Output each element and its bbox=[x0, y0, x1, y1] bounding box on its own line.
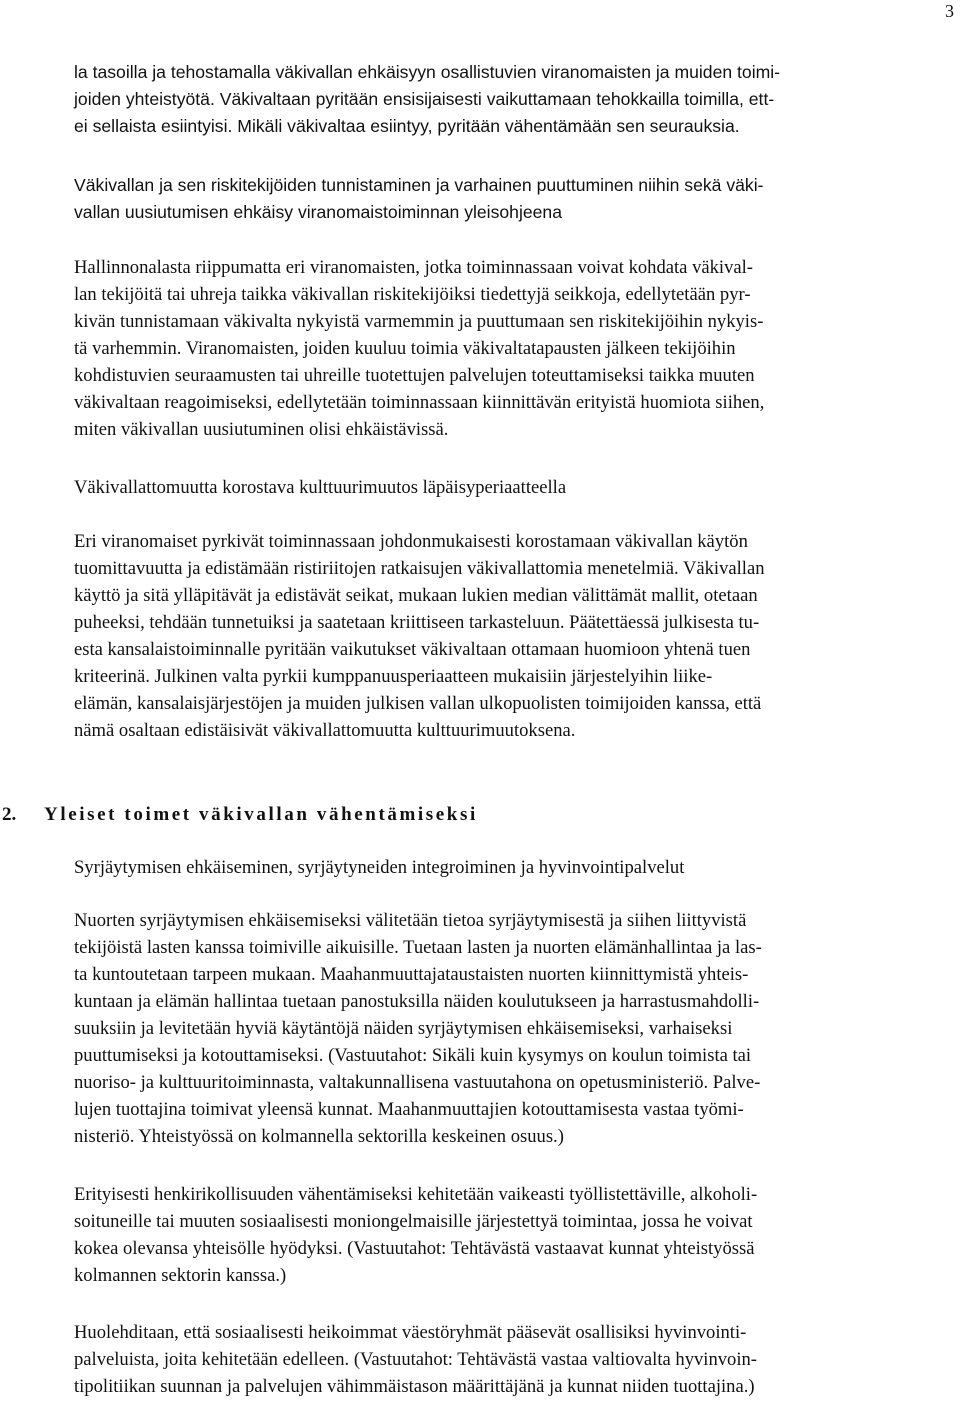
text-line: kokea olevansa yhteisölle hyödyksi. (Vastuutahot: Tehtävästä vastaavat kunnat yhteistyössä bbox=[74, 1238, 755, 1259]
text-line: Syrjäytymisen ehkäiseminen, syrjäytyneiden integroiminen ja hyvinvointipalvelut bbox=[74, 857, 685, 878]
subheading-culture-change bbox=[74, 474, 954, 501]
text-line: nisteriö. Yhteistyössä on kolmannella sektorilla keskeinen osuus.) bbox=[74, 1126, 564, 1147]
text-line: puheeksi, tehdään tunnetuiksi ja saatetaan kriittiseen tarkasteluun. Päätettäessä julkisesta tu- bbox=[74, 612, 760, 633]
subheading-risk-identification bbox=[74, 172, 954, 226]
text-line: puuttumiseksi ja kotouttamiseksi. (Vastuutahot: Sikäli kuin kysymys on koulun toimista tai bbox=[74, 1045, 752, 1066]
text-line: lujen tuottajina toimivat yleensä kunnat. Maahanmuuttajien kotouttamisesta vastaa työmi- bbox=[74, 1099, 744, 1120]
text-line: ta kuntoutetaan tarpeen mukaan. Maahanmuuttajataustaisten nuorten kiinnittymistä yhteis- bbox=[74, 964, 749, 985]
text-line: kohdistuvien seuraamusten tai uhreille tuotettujen palvelujen toteuttamiseksi taikka muuten bbox=[74, 365, 755, 386]
text-line: vallan uusiutumisen ehkäisy viranomaistoiminnan yleisohjeena bbox=[74, 202, 563, 222]
text-line: nuoriso- ja kulttuuritoiminnasta, valtakunnallisena vastuutahona on opetusministeriö. Palve- bbox=[74, 1072, 761, 1093]
paragraph-authorities bbox=[74, 254, 954, 443]
text-line: ei sellaista esiintyisi. Mikäli väkivaltaa esiintyy, pyritään vähentämään sen seurauksia. bbox=[74, 116, 740, 136]
paragraph-homicide bbox=[74, 1181, 954, 1289]
text-line: tipolitiikan suunnan ja palvelujen vähimmäistason määrittäjänä ja kunnat niiden tuottajina.) bbox=[74, 1376, 755, 1397]
text-line: miten väkivallan uusiutuminen olisi ehkäistävissä. bbox=[74, 419, 449, 440]
text-line: kuntaan ja elämän hallintaa tuetaan panostuksilla näiden koulutukseen ja harrastusmahdolli- bbox=[74, 991, 760, 1012]
text-line: Erityisesti henkirikollisuuden vähentämiseksi kehitetään vaikeasti työllistettäville, alkoholi- bbox=[74, 1184, 758, 1205]
paragraph-youth bbox=[74, 907, 954, 1150]
text-line: la tasoilla ja tehostamalla väkivallan ehkäisyyn osallistuvien viranomaisten ja muiden toimi- bbox=[74, 62, 781, 82]
text-line: Eri viranomaiset pyrkivät toiminnassaan johdonmukaisesti korostamaan väkivallan käytön bbox=[74, 531, 748, 552]
text-line: palveluista, joita kehitetään edelleen. (Vastuutahot: Tehtävästä vastaa valtiovalta hyvinvoin- bbox=[74, 1349, 758, 1370]
subheading-exclusion bbox=[74, 854, 954, 881]
text-line: kivän tunnistamaan väkivalta nykyistä varmemmin ja puuttumaan sen riskitekijöihin nykyis- bbox=[74, 311, 764, 332]
section-heading bbox=[2, 800, 478, 830]
text-line: kriteerinä. Julkinen valta pyrkii kumppanuusperiaatteen mukaisiin järjestelyihin liike- bbox=[74, 666, 713, 687]
text-line: esta kansalaistoiminnalle pyritään vaikutukset väkivaltaan ottamaan huomioon yhtenä tuen bbox=[74, 639, 751, 660]
page-number: 3 bbox=[945, 1, 954, 21]
text-line: tuomittavuutta ja edistämään ristiriitojen ratkaisujen väkivallattomia menetelmiä. Väkivallan bbox=[74, 558, 765, 579]
text-line: tekijöistä lasten kanssa toimiville aikuisille. Tuetaan lasten ja nuorten elämänhallintaa ja las- bbox=[74, 937, 762, 958]
paragraph-nonviolence bbox=[74, 528, 954, 744]
text-line: nämä osaltaan edistäisivät väkivallattomuutta kulttuurimuutoksena. bbox=[74, 720, 576, 741]
text-line: Väkivallattomuutta korostava kulttuurimuutos läpäisyperiaatteella bbox=[74, 477, 567, 498]
text-line: Nuorten syrjäytymisen ehkäisemiseksi välitetään tietoa syrjäytymisestä ja siihen liittyvistä bbox=[74, 910, 747, 931]
paragraph-welfare bbox=[74, 1319, 954, 1400]
section-number: 2. bbox=[2, 804, 17, 825]
text-line: elämän, kansalaisjärjestöjen ja muiden julkisen vallan ulkopuolisten toimijoiden kanssa, että bbox=[74, 693, 762, 714]
text-line: Hallinnonalasta riippumatta eri viranomaisten, jotka toiminnassaan voivat kohdata väkival- bbox=[74, 257, 753, 278]
text-line: joiden yhteistyötä. Väkivaltaan pyritään ensisijaisesti vaikuttamaan tehokkailla toimilla, ett- bbox=[74, 89, 775, 109]
text-line: Huolehditaan, että sosiaalisesti heikoimmat väestöryhmät pääsevät osallisiksi hyvinvointi- bbox=[74, 1322, 747, 1343]
text-line: väkivaltaan reagoimiseksi, edellytetään toiminnassaan kiinnittävän erityistä huomiota siihen, bbox=[74, 392, 765, 413]
text-line: tä varhemmin. Viranomaisten, joiden kuuluu toimia väkivaltatapausten jälkeen tekijöihin bbox=[74, 338, 736, 359]
text-line: soituneille tai muuten sosiaalisesti moniongelmaisille järjestettyä toimintaa, jossa he voivat bbox=[74, 1211, 753, 1232]
text-line: lan tekijöitä tai uhreja taikka väkivallan riskitekijöiksi tiedettyjä seikkoja, edellytetään pyr- bbox=[74, 284, 751, 305]
text-line: Väkivallan ja sen riskitekijöiden tunnistaminen ja varhainen puuttuminen niihin sekä väki- bbox=[74, 175, 764, 195]
text-line: kolmannen sektorin kanssa.) bbox=[74, 1265, 287, 1286]
section-title: Yleiset toimet väkivallan vähentämiseksi bbox=[44, 804, 478, 825]
text-line: käyttö ja sitä ylläpitävät ja edistävät seikat, mukaan lukien median välittämät mallit, otetaan bbox=[74, 585, 758, 606]
text-line: suuksiin ja levitetään hyviä käytäntöjä näiden syrjäytymisen ehkäisemiseksi, varhaiseksi bbox=[74, 1018, 733, 1039]
intro-paragraph bbox=[74, 59, 954, 140]
